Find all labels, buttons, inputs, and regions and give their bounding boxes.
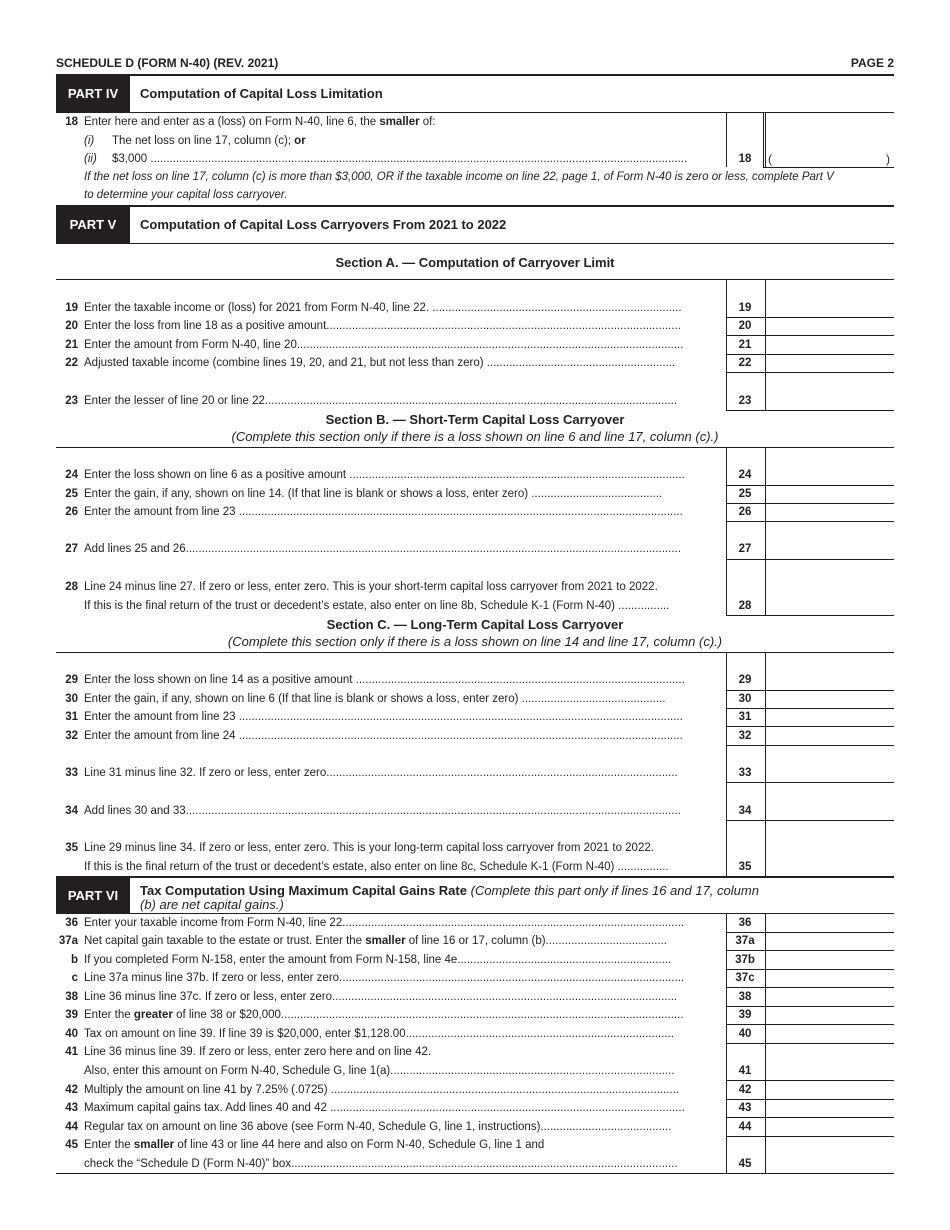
line-number: c (71, 972, 78, 984)
line-label: Also, enter this amount on Form N-40, Schedule G, line 1(a)......................................................................................... (84, 1065, 675, 1077)
line-label: Net capital gain taxable to the estate or trust. Enter the smaller of line 16 or 17, column (b)...................................... (84, 935, 667, 947)
line-number: 44 (65, 1121, 78, 1133)
part-iv-header (56, 75, 894, 112)
line-number: 23 (65, 395, 78, 407)
box-number: 24 (738, 469, 752, 481)
line-number: 40 (65, 1028, 78, 1040)
box-number: 32 (738, 730, 752, 742)
line-22-amount-field[interactable] (764, 354, 894, 373)
part-iv-note: If the net loss on line 17, column (c) is more than $3,000, OR if the taxable income on line 22, page 1, of Form N-40 is zero or less, complete Part V (84, 171, 834, 183)
line-35-amount-field[interactable] (764, 820, 894, 877)
line-28-amount-field[interactable] (764, 559, 894, 616)
box-number: 23 (738, 395, 752, 407)
part-v-label: PART V (56, 206, 130, 243)
line-21-amount-field[interactable] (764, 335, 894, 355)
line-label: Multiply the amount on line 41 by 7.25% (.0725) ............................................................................................................. (84, 1084, 680, 1096)
box-number: 25 (738, 488, 752, 500)
line-label: If this is the final return of the trust or decedent’s estate, also enter on line 8b, Schedule K-1 (Form N-40) ................ (84, 600, 670, 612)
line-20-amount-field[interactable] (764, 317, 894, 336)
line-36-amount-field[interactable] (764, 914, 894, 933)
line-31-amount-field[interactable] (764, 708, 894, 727)
line-number: 19 (65, 302, 78, 314)
box-number: 26 (738, 506, 752, 518)
line-label: Enter the amount from Form N-40, line 20......................................................................................................................... (84, 339, 684, 351)
line-41-amount-field[interactable] (764, 1043, 894, 1081)
line-label: Enter the loss shown on line 6 as a positive amount ......................................................................................................... (84, 469, 685, 481)
line-25-amount-field[interactable] (764, 485, 894, 504)
line-43-amount-field[interactable] (764, 1099, 894, 1118)
line-number: 43 (65, 1102, 78, 1114)
line-label: If this is the final return of the trust or decedent’s estate, also enter on line 8c, Schedule K-1 (Form N-40) ................ (84, 861, 669, 873)
box-number: 37c (735, 972, 755, 984)
line-34-amount-field[interactable] (764, 782, 894, 821)
page-header (56, 56, 894, 70)
part-v-title: Computation of Capital Loss Carryovers From 2021 to 2022 (140, 217, 507, 232)
part-vi-title-note: (b) are net capital gains.) (140, 897, 284, 912)
line-number: 30 (65, 693, 78, 705)
box-number: 37a (735, 935, 755, 947)
box-number: 20 (738, 320, 752, 332)
line-label: Enter the gain, if any, shown on line 14. (If that line is blank or shows a loss, enter zero) ......................................... (84, 488, 663, 500)
box-number: 42 (738, 1084, 752, 1096)
line-38-amount-field[interactable] (764, 987, 894, 1007)
line-label: Tax on amount on line 39. If line 39 is $20,000, enter $1,128.00.................................................................................... (84, 1028, 674, 1040)
box-number: 39 (738, 1009, 752, 1021)
box-number: 37b (735, 954, 755, 966)
line-number: 37a (58, 935, 78, 947)
section-c-note: (Complete this section only if there is a loss shown on line 14 and line 17, column (c).) (227, 634, 723, 649)
line-number: 35 (65, 842, 78, 854)
section-b-title: Section B. — Short-Term Capital Loss Carryover (325, 412, 625, 427)
line-number: 38 (65, 991, 78, 1003)
close-paren: ) (886, 152, 890, 166)
line-label: Add lines 30 and 33........................................................................................................................................................... (84, 805, 681, 817)
part-vi-label: PART VI (56, 877, 130, 913)
box-number: 36 (738, 917, 752, 929)
line-number: 39 (65, 1009, 78, 1021)
line-number: 41 (65, 1046, 78, 1058)
line-number: 42 (65, 1084, 78, 1096)
part-vi-header (56, 877, 894, 913)
line-number: 24 (65, 469, 78, 481)
divider (56, 1173, 894, 1174)
line-18-ii-tag: (ii) (84, 153, 97, 165)
line-26-amount-field[interactable] (764, 503, 894, 522)
line-number: 45 (65, 1139, 78, 1151)
box-number: 19 (738, 302, 752, 314)
line-label: Enter the loss from line 18 as a positive amount............................................................................................................... (84, 320, 681, 332)
line-45-amount-field[interactable] (764, 1136, 894, 1174)
line-24-amount-field[interactable] (764, 447, 894, 486)
line-37a-amount-field[interactable] (764, 932, 894, 951)
line-39-amount-field[interactable] (764, 1006, 894, 1025)
line-42-amount-field[interactable] (764, 1080, 894, 1100)
line-label: Line 31 minus line 32. If zero or less, enter zero.............................................................................................................. (84, 767, 678, 779)
open-paren: ( (768, 152, 772, 166)
line-number: 34 (65, 805, 78, 817)
line-number: 25 (65, 488, 78, 500)
line-number: 36 (65, 917, 78, 929)
box-number: 44 (738, 1121, 752, 1133)
box-number: 35 (738, 861, 752, 873)
box-number: 27 (738, 543, 752, 555)
line-18-amount-field[interactable] (763, 112, 894, 168)
line-label: Enter the amount from line 23 ........................................................................................................................................... (84, 506, 683, 518)
line-label: If you completed Form N-158, enter the amount from Form N-158, line 4e................................................................... (84, 954, 672, 966)
box-number: 31 (738, 711, 752, 723)
line-18-i-tag: (i) (84, 135, 95, 147)
box-number: 38 (738, 991, 752, 1003)
line-19-amount-field[interactable] (764, 280, 894, 318)
line-number: 31 (65, 711, 78, 723)
line-number: b (70, 954, 78, 966)
box-number: 41 (738, 1065, 752, 1077)
line-label: Enter the lesser of line 20 or line 22................................................................................................................................. (84, 395, 678, 407)
line-label: Line 36 minus line 37c. If zero or less, enter zero............................................................................................................ (84, 991, 678, 1003)
page-number: PAGE 2 (850, 56, 894, 70)
line-23-amount-field[interactable] (764, 372, 894, 411)
box-number: 29 (738, 674, 752, 686)
section-b-note: (Complete this section only if there is a loss shown on line 6 and line 17, column (c).) (231, 429, 719, 444)
part-vi-title: Tax Computation Using Maximum Capital Gains Rate (Complete this part only if lines 16 and 17, column (140, 883, 759, 898)
line-label: Line 36 minus line 39. If zero or less, enter zero here and on line 42. (84, 1046, 432, 1058)
section-c-title: Section C. — Long-Term Capital Loss Carryover (326, 617, 624, 632)
line-number: 33 (65, 767, 78, 779)
line-number: 21 (65, 339, 78, 351)
box-number: 45 (738, 1158, 752, 1170)
line-40-amount-field[interactable] (764, 1024, 894, 1044)
box-number: 43 (738, 1102, 752, 1114)
box-number: 40 (738, 1028, 752, 1040)
part-iv-note-2: to determine your capital loss carryover. (84, 189, 288, 201)
line-label: Enter the gain, if any, shown on line 6 (If that line is blank or shows a loss, enter zero) ............................................. (84, 693, 666, 705)
line-29-amount-field[interactable] (764, 652, 894, 691)
box-number: 21 (738, 339, 752, 351)
line-number: 29 (65, 674, 78, 686)
line-number: 26 (65, 506, 78, 518)
line-label: Regular tax on amount on line 36 above (see Form N-40, Schedule G, line 1, instructions)......................................... (84, 1121, 672, 1133)
line-number: 22 (65, 357, 78, 369)
line-label: Enter the amount from line 23 ........................................................................................................................................... (84, 711, 683, 723)
divider (56, 243, 894, 244)
line-label: Line 37a minus line 37b. If zero or less, enter zero............................................................................................................ (84, 972, 685, 984)
line-label: Adjusted taxable income (combine lines 19, 20, and 21, but not less than zero) ........................................................... (84, 357, 676, 369)
line-label: Maximum capital gains tax. Add lines 40 and 42 ............................................................................................................... (84, 1102, 685, 1114)
line-number: 28 (65, 581, 78, 593)
line-18-ii: $3,000 ........................................................................................................................................................................ (112, 153, 688, 165)
box-number-18: 18 (738, 153, 752, 165)
line-number: 20 (65, 320, 78, 332)
part-v-header (56, 206, 894, 243)
line-label: Enter the amount from line 24 ........................................................................................................................................... (84, 730, 683, 742)
line-18-i: The net loss on line 17, column (c); or (112, 135, 306, 147)
line-number: 27 (65, 543, 78, 555)
form-title: SCHEDULE D (FORM N-40) (REV. 2021) (56, 56, 279, 70)
part-iv-title: Computation of Capital Loss Limitation (140, 86, 383, 101)
line-label: check the “Schedule D (Form N-40)” box......................................................................................................................... (84, 1158, 678, 1170)
line-44-amount-field[interactable] (764, 1117, 894, 1137)
line-label: Line 24 minus line 27. If zero or less, enter zero. This is your short-term capital loss carryover from 2021 to 2022. (84, 581, 658, 593)
line-32-amount-field[interactable] (764, 726, 894, 746)
part-iv-label: PART IV (56, 75, 130, 112)
box-number: 33 (738, 767, 752, 779)
line-label: Enter the smaller of line 43 or line 44 here and also on Form N-40, Schedule G, line 1 and (84, 1139, 545, 1151)
line-label: Enter the loss shown on line 14 as a positive amount ....................................................................................................... (84, 674, 685, 686)
line-37c-amount-field[interactable] (764, 969, 894, 988)
box-number: 30 (738, 693, 752, 705)
box-number: 28 (738, 600, 752, 612)
line-30-amount-field[interactable] (764, 690, 894, 709)
line-27-amount-field[interactable] (764, 521, 894, 560)
box-number: 22 (738, 357, 752, 369)
line-number: 32 (65, 730, 78, 742)
line-label: Enter the greater of line 38 or $20,000.............................................................................................................................. (84, 1009, 684, 1021)
line-37b-amount-field[interactable] (764, 950, 894, 970)
section-a-title: Section A. — Computation of Carryover Limit (335, 255, 615, 270)
line-33-amount-field[interactable] (764, 745, 894, 783)
line-label: Enter the taxable income or (loss) for 2021 from Form N-40, line 22. .............................................................................. (84, 302, 682, 314)
box-number: 34 (738, 805, 752, 817)
line-label: Add lines 25 and 26........................................................................................................................................................... (84, 543, 681, 555)
line-label: Line 29 minus line 34. If zero or less, enter zero. This is your long-term capital loss carryover from 2021 to 2022. (84, 842, 654, 854)
line-label: Enter your taxable income from Form N-40, line 22........................................................................................................... (84, 917, 685, 929)
